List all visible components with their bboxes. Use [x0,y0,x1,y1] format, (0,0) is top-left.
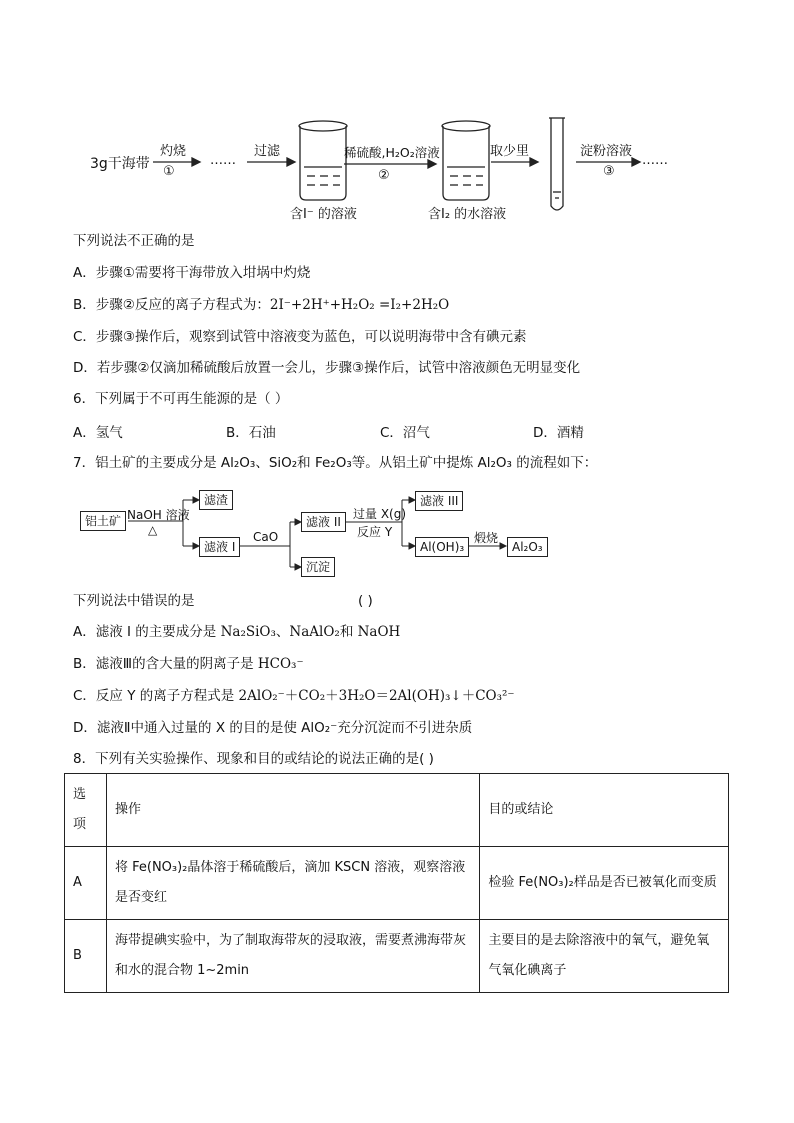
q8-row-conclusion: 主要目的是去除溶液中的氧气，避免氧气氧化碘离子 [480,920,729,993]
q7-answer-paren: ( ) [358,593,373,609]
q7-option-d: D．滤液Ⅱ中通入过量的 X 的目的是使 AlO₂⁻充分沉淀而不引进杂质 [73,720,473,736]
q7-stem: 7．铝土矿的主要成分是 Al₂O₃、SiO₂和 Fe₂O₃等。从铝土矿中提炼 Al₂O₃ 的流程如下： [73,455,598,471]
q8-table-header-row [65,774,729,847]
q5-option-b [73,296,449,314]
q7-option-c [73,687,515,705]
q8-stem: 8．下列有关实验操作、现象和目的或结论的说法正确的是( ) [73,751,434,767]
q6-option-a: A．氢气 [73,425,123,441]
q7-option-b-text: B．滤液Ⅲ的含大量的阴离子是 [73,656,258,672]
arrow-4-head [530,158,538,166]
q6-option-c: C．沼气 [380,425,430,441]
arrow-1-step-number: ① [163,164,175,179]
q7-option-a [73,623,400,641]
q7-option-a-text: A．滤液 I 的主要成分是 [73,624,221,640]
q8-header-conclusion: 目的或结论 [480,774,729,847]
flow-cao-label: CaO [253,530,279,544]
beaker-2-rim [442,121,490,131]
flow-alumina-box: Al₂O₃ [507,537,548,557]
arrow-2-top-label: 过滤 [254,144,281,159]
q8-row-option: B [65,920,107,993]
q5-option-a: A．步骤①需要将干海带放入坩埚中灼烧 [73,265,311,281]
q7-option-c-chem: 2AlO₂⁻＋CO₂＋3H₂O＝2Al(OH)₃↓＋CO₃²⁻ [238,688,515,704]
table-row [65,847,729,920]
test-tube [551,118,563,210]
beaker-2-label: 含I₂ 的水溶液 [428,207,507,222]
arrow-3-head [428,160,436,168]
arrow-3-step-number: ② [378,168,390,183]
q5-option-b-equation: 2I⁻+2H⁺+H₂O₂ =I₂+2H₂O [269,297,450,313]
arrow-5-top-label: 淀粉溶液 [580,144,633,159]
flow-filtrate-1-box: 滤液 I [199,537,240,557]
flow-calcine-label: 煅烧 [474,531,499,545]
table-row [65,920,729,993]
q8-header-option: 选项 [65,774,107,847]
q7-option-b [73,655,304,673]
q7-question [73,592,373,610]
flow-aluminum-hydroxide-box: Al(OH)₃ [415,537,469,557]
q8-row-conclusion: 检验 Fe(NO₃)₂样品是否已被氧化而变质 [480,847,729,920]
q5-option-d: D．若步骤②仅滴加稀硫酸后放置一会儿，步骤③操作后，试管中溶液颜色无明显变化 [73,360,581,376]
q8-table [64,773,729,993]
flow-residue-box: 滤渣 [199,490,233,510]
q8-header-operation: 操作 [106,774,479,847]
arrow-1-head [192,158,200,166]
ellipsis-1: …… [210,153,236,168]
flow-naoh-label: NaOH 溶液 [127,508,190,522]
arrow-3-top-label: 稀硫酸,H₂O₂溶液 [344,145,440,160]
beaker-2 [443,126,489,200]
q8-row-operation: 将 Fe(NO₃)₂晶体溶于稀硫酸后，滴加 KSCN 溶液，观察溶液是否变红 [106,847,479,920]
iodine-figure-graphics [0,0,794,225]
q7-option-b-chem: HCO₃⁻ [257,656,304,672]
q6-stem: 6．下列属于不可再生能源的是（ ） [73,391,289,407]
ellipsis-2: …… [642,153,668,168]
flow-excess-x-label: 过量 X(g) [353,507,407,521]
beaker-1-label: 含I⁻ 的溶液 [290,207,357,222]
q8-row-option: A [65,847,107,920]
flow-filtrate-2-box: 滤液 II [301,512,346,532]
beaker-1-rim [299,121,347,131]
q5-stem: 下列说法不正确的是 [73,233,195,249]
arrow-1-top-label: 灼烧 [160,144,187,159]
q5-option-c: C．步骤③操作后，观察到试管中溶液变为蓝色，可以说明海带中含有碘元素 [73,329,527,345]
flow-filtrate-3-box: 滤液 III [415,491,463,511]
arrow-4-top-label: 取少里 [490,144,530,159]
flow-reaction-y-label: 反应 Y [357,525,393,539]
beaker-1 [300,126,346,200]
q7-option-c-text: C．反应 Y 的离子方程式是 [73,688,239,704]
q5-option-b-text: B．步骤②反应的离子方程式为： [73,297,270,313]
arrow-5-head [632,158,640,166]
q7-option-a-chem: Na₂SiO₃、NaAlO₂和 NaOH [220,624,401,640]
q6-option-d: D．酒精 [533,425,584,441]
arrow-2-head [287,158,295,166]
flow-bauxite-box: 铝土矿 [80,511,126,531]
q8-row-operation: 海带提碘实验中，为了制取海带灰的浸取液，需要煮沸海带灰和水的混合物 1~2min [106,920,479,993]
q7-question-text: 下列说法中错误的是 [73,593,195,609]
arrow-5-step-number: ③ [603,164,615,179]
flow-precipitate-box: 沉淀 [301,557,335,577]
flow-heat-label: △ [148,523,158,537]
q6-option-b: B．石油 [226,425,276,441]
figure-start-label: 3g干海带 [90,156,150,172]
